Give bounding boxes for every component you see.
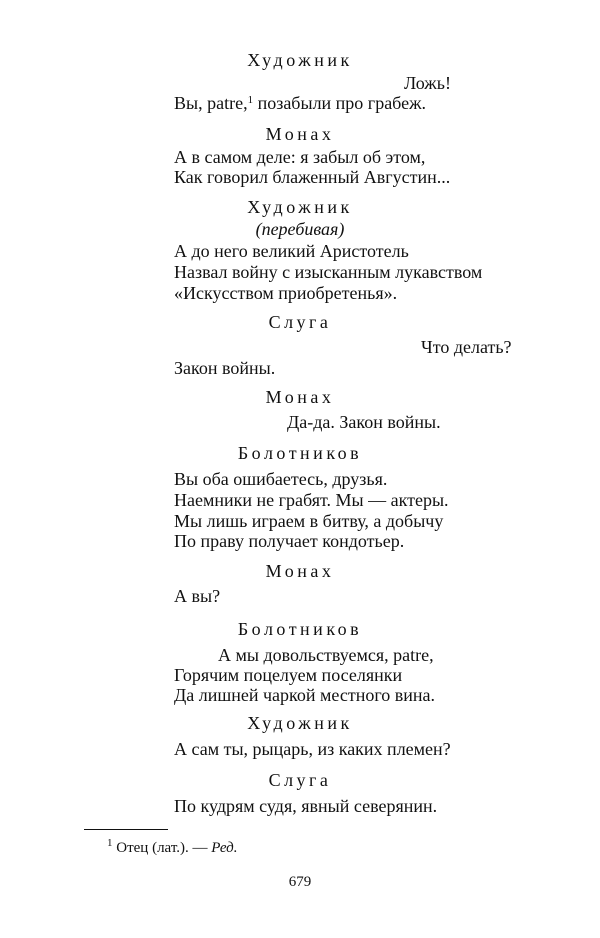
verse-line: А в самом деле: я забыл об этом, bbox=[174, 147, 426, 167]
speaker-name: Болотников bbox=[237, 443, 363, 463]
verse-line: По праву получает кондотьер. bbox=[174, 531, 405, 551]
verse-line: Да-да. Закон войны. bbox=[287, 412, 441, 432]
speaker-name: Болотников bbox=[237, 619, 363, 639]
verse-line: Что делать? bbox=[421, 337, 512, 357]
verse-text: Вы, patre, bbox=[174, 93, 248, 113]
speaker-name: Слуга bbox=[268, 770, 332, 790]
verse-line: Вы оба ошибаетесь, друзья. bbox=[174, 469, 388, 489]
verse-line: «Искусством приобретенья». bbox=[174, 283, 398, 303]
verse-line: Назвал войну с изысканным лукавством bbox=[174, 262, 483, 282]
footnote-editor: Ред. bbox=[211, 840, 238, 856]
speaker-name: Художник bbox=[247, 713, 353, 733]
speaker-name: Монах bbox=[265, 561, 335, 581]
verse-line: А сам ты, рыцарь, из каких племен? bbox=[174, 739, 451, 759]
speaker-name: Художник bbox=[247, 197, 353, 217]
verse-line: А до него великий Аристотель bbox=[174, 241, 409, 261]
page-number: 679 bbox=[288, 874, 312, 890]
verse-line: А вы? bbox=[174, 586, 221, 606]
verse-text: позабыли про грабеж. bbox=[257, 93, 427, 113]
verse-line: Наемники не грабят. Мы — актеры. bbox=[174, 490, 449, 510]
verse-line: Да лишней чаркой местного вина. bbox=[174, 685, 436, 705]
footnote bbox=[107, 839, 238, 858]
verse-line: Как говорил блаженный Августин... bbox=[174, 167, 451, 187]
verse-line: По кудрям судя, явный северянин. bbox=[174, 796, 438, 816]
verse-line: Ложь! bbox=[404, 73, 451, 93]
verse-line: Горячим поцелуем поселянки bbox=[174, 665, 403, 685]
speaker-name: Монах bbox=[265, 387, 335, 407]
speaker-name: Художник bbox=[247, 50, 353, 70]
stage-direction: (перебивая) bbox=[255, 219, 345, 239]
footnote-separator bbox=[84, 829, 168, 830]
footnote-text: Отец (лат.). — bbox=[116, 840, 208, 856]
verse-line: Мы лишь играем в битву, а добычу bbox=[174, 511, 444, 531]
footnote-marker: 1 bbox=[247, 94, 254, 106]
footnote-number: 1 bbox=[107, 837, 113, 849]
verse-line: Закон войны. bbox=[174, 358, 276, 378]
speaker-name: Монах bbox=[265, 124, 335, 144]
verse-line bbox=[174, 93, 426, 116]
verse-line: А мы довольствуемся, patre, bbox=[218, 645, 434, 665]
speaker-name: Слуга bbox=[268, 312, 332, 332]
